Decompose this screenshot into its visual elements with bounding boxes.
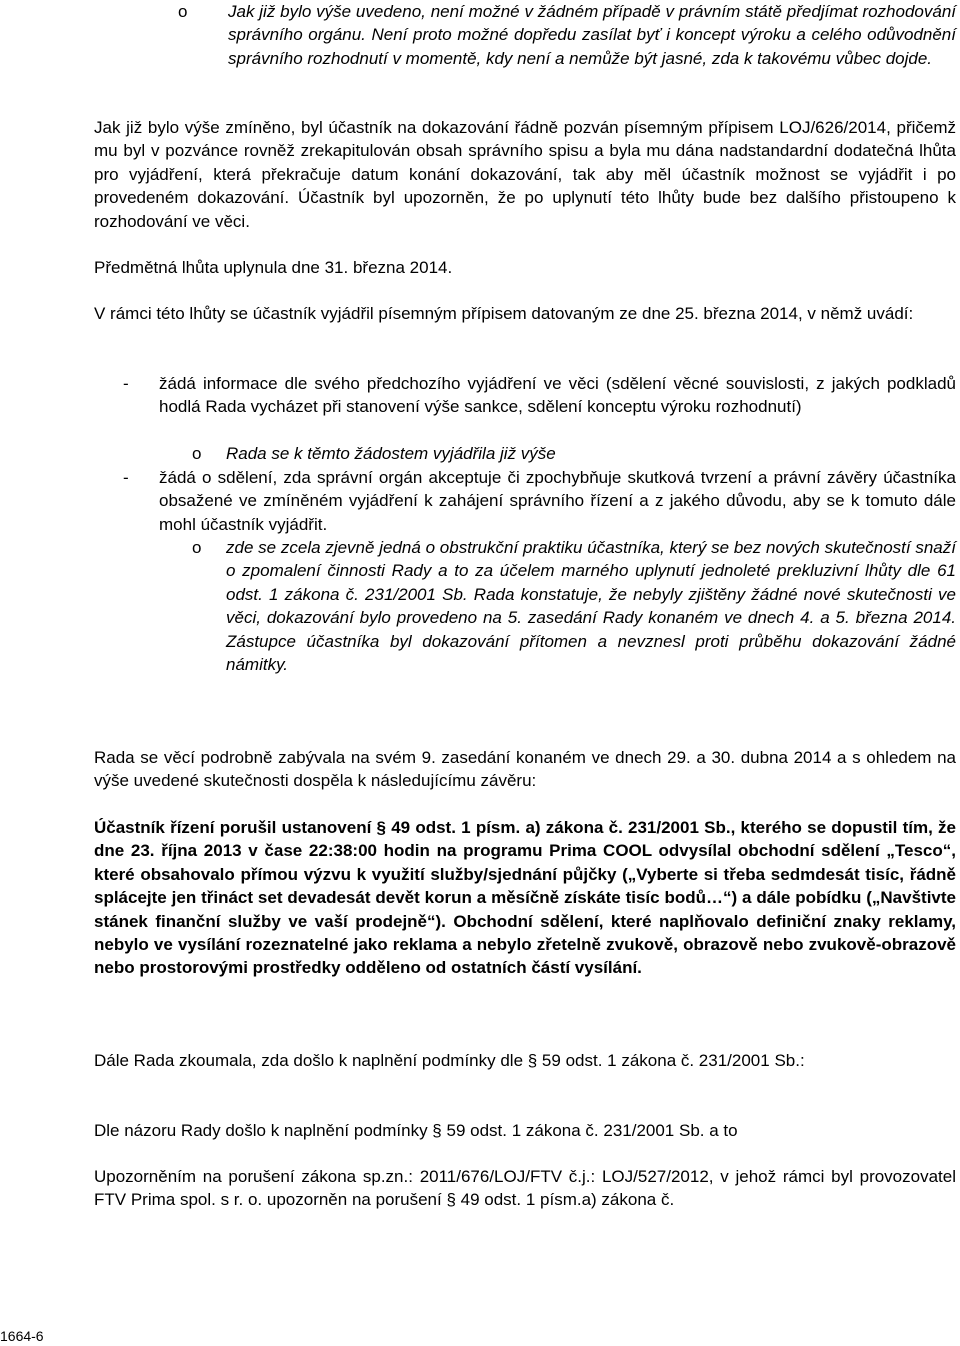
sub-bullet-marker: o: [178, 2, 188, 21]
sub-bullet-marker: o: [192, 444, 202, 463]
paragraph-verdict: Účastník řízení porušil ustanovení § 49 odst. 1 písm. a) zákona č. 231/2001 Sb., kterého se dopustil tím, že dne 23. října 2013 v čase 22:38:00 hodin na programu Prima COOL odvysílal obchodní sdělení „Tesco“, které obsahovalo přímou výzvu k využití služby/sjednání půjčky („Vyberte si třeba sedmdesát tisíc, řádně splácejte jen třináct set devadesát devět korun a měsíčně získáte tisíc bodů…“) a dále pobídku („Navštivte stánek finanční služby ve vaší prodejně“). Obchodní sdělení, které naplňovalo definiční znaky reklamy, nebylo ve vysílání rozeznatelné jako reklama a nebylo zřetelně zvukově, obrazově nebo zvukově-obrazově nebo prostorovými prostředky odděleno od ostatních částí vysílání.: [94, 818, 956, 978]
list-dash: -: [123, 374, 129, 393]
paragraph-vyjadreni: V rámci této lhůty se účastník vyjádřil písemným přípisem datovaným ze dne 25. března 2014, v němž uvádí:: [94, 304, 914, 323]
sub-bullet-text: zde se zcela zjevně jedná o obstrukční praktiku účastníka, který se bez nových skutečností snaží o zpomalení činnosti Rady a to za účelem marného uplynutí jednoleté prekluzivní lhůty dle 61 odst. 1 zákona č. 231/2001 Sb. Rada konstatuje, že nebyly zjištěny žádné nové skutečnosti ve věci, dokazování bylo provedeno na 5. zasedání Rady konaném ve dnech 4. a 5. března 2014. Zástupce účastníka byl dokazování přítomen a nevznesl proti průběhu dokazování žádné námitky.: [226, 538, 956, 675]
list-dash: -: [123, 468, 129, 487]
paragraph-podminka: Dále Rada zkoumala, zda došlo k naplnění podmínky dle § 59 odst. 1 zákona č. 231/2001 Sb.:: [94, 1051, 805, 1070]
list-item-text: žádá o sdělení, zda správní orgán akceptuje či zpochybňuje skutková tvrzení a právní závěry účastníka obsažené ve zmíněném vyjádření k zahájení správního řízení a z jakého důvodu, aby se k tomuto dále mohl účastník vyjádřit.: [159, 468, 956, 534]
paragraph-zaver-intro: Rada se věcí podrobně zabývala na svém 9. zasedání konaném ve dnech 29. a 30. dubna 2014 a s ohledem na výše uvedené skutečnosti dospěla k následujícímu závěru:: [94, 748, 956, 791]
list-item-1-sub: [192, 442, 956, 465]
paragraph-lhuta: Předmětná lhůta uplynula dne 31. března 2014.: [94, 258, 453, 277]
sub-bullet-top: [178, 0, 956, 70]
list-item-1: [123, 372, 956, 419]
paragraph-upozorneni: Upozorněním na porušení zákona sp.zn.: 2011/676/LOJ/FTV č.j.: LOJ/527/2012, v jehož rámci byl provozovatel FTV Prima spol. s r. o. upozorněn na porušení § 49 odst. 1 písm.a) zákona č.: [94, 1167, 956, 1210]
list-item-2-sub: [192, 536, 956, 676]
paragraph-dokazovani: Jak již bylo výše zmíněno, byl účastník na dokazování řádně pozván písemným přípisem LOJ/626/2014, přičemž mu byl v pozvánce rovněž zrekapitulován obsah správního spisu a byla mu dána nadstandardní dodatečná lhůta pro vyjádření, která překračuje datum konání dokazování, tak aby měl účastník možnost se vyjádřit i po provedeném dokazování. Účastník byl upozorněn, že po uplynutí této lhůty bude bez dalšího přistoupeno k rozhodování ve věci.: [94, 118, 956, 231]
list-item-text: žádá informace dle svého předchozího vyjádření ve věci (sdělení věcné souvislosti, z jakých podkladů hodlá Rada vycházet při stanovení výše sankce, sdělení konceptu výroku rozhodnutí): [159, 374, 956, 417]
list-item-2: [123, 466, 956, 536]
sub-bullet-text: Jak již bylo výše uvedeno, není možné v žádném případě v právním státě předjímat rozhodování správního orgánu. Není proto možné dopředu zasílat byť i koncept výroku a celého odůvodnění správního rozhodnutí v momentě, kdy není a nemůže být jasné, zda k takovému vůbec dojde.: [228, 2, 956, 68]
paragraph-nazor-rady: Dle názoru Rady došlo k naplnění podmínky § 59 odst. 1 zákona č. 231/2001 Sb. a to: [94, 1121, 738, 1140]
page-footer-id: 1664-6: [0, 1328, 44, 1344]
sub-bullet-marker: o: [192, 538, 202, 557]
sub-bullet-text: Rada se k těmto žádostem vyjádřila již výše: [226, 444, 556, 463]
